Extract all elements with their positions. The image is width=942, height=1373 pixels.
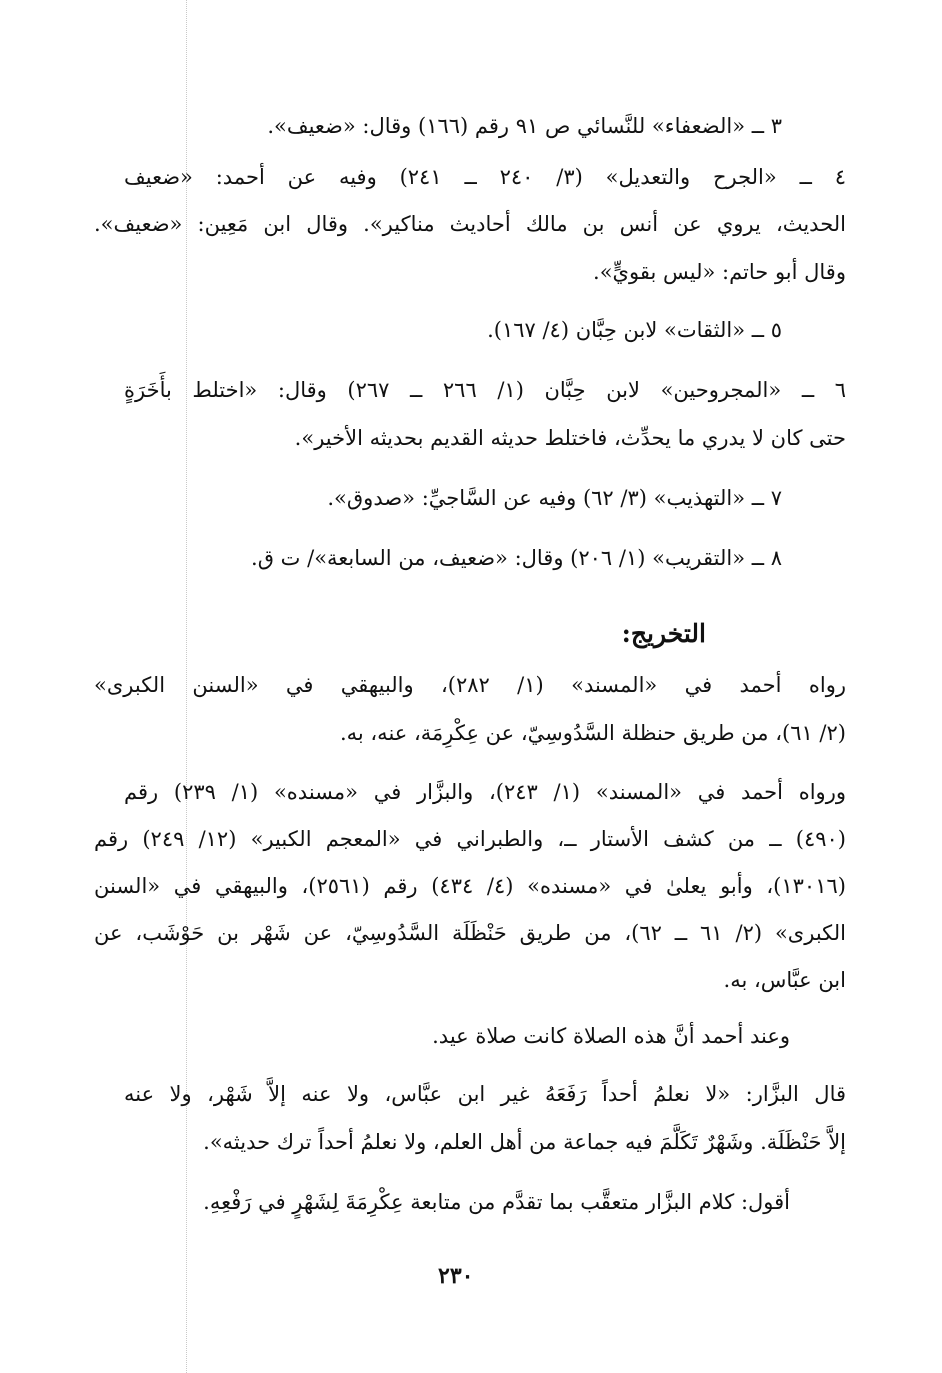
takhrij-line: (٤٩٠) ــ من كشف الأستار ــ، والطبراني في «المعجم الكبير» (١٢/ ٢٤٩) رقم bbox=[94, 827, 846, 851]
page-number: ٢٣٠ bbox=[438, 1263, 474, 1289]
source-line: ٦ ــ «المجروحين» لابن حِبَّان (١/ ٢٦٦ ــ ٢٦٧) وقال: «اختلط بأَخَرَةٍ bbox=[124, 378, 846, 402]
section-heading: التخريج: bbox=[621, 619, 706, 648]
source-line: حتى كان لا يدري ما يحدِّث، فاختلط حديثه القديم بحديثه الأخير». bbox=[294, 426, 846, 450]
takhrij-line: إلاَّ حَنْظَلَة. وشَهْرٌ تَكَلَّمَ فيه جماعة من أهل العلم، ولا نعلمُ أحداً ترك حديثه». bbox=[203, 1130, 846, 1154]
takhrij-line: (١٣٠١٦)، وأبو يعلىٰ في «مسنده» (٤/ ٤٣٤) رقم (٢٥٦١)، والبيهقي في «السنن bbox=[94, 874, 846, 898]
takhrij-line: قال البزَّار: «لا نعلمُ أحداً رَفَعَهُ غير ابن عبَّاس، ولا عنه إلاَّ شَهْر، ولا عنه bbox=[124, 1082, 846, 1106]
source-line: ٧ ــ «التهذيب» (٣/ ٦٢) وفيه عن السَّاجيِّ: «صدوق». bbox=[327, 486, 782, 510]
takhrij-line: الكبرى» (٢/ ٦١ ــ ٦٢)، من طريق حَنْظَلَة السَّدُوسِيّ، عن شَهْر بن حَوْشَب، عن bbox=[94, 921, 846, 945]
source-line: الحديث، يروي عن أنس بن مالك أحاديث مناكير». وقال ابن مَعِين: «ضعيف». bbox=[94, 212, 846, 236]
source-line: ٥ ــ «الثقات» لابن حِبَّان (٤/ ١٦٧). bbox=[487, 318, 782, 342]
takhrij-line: أقول: كلام البزَّار متعقَّب بما تقدَّم من متابعة عِكْرِمَةَ لِشَهْرٍ في رَفْعِهِ. bbox=[203, 1190, 790, 1214]
takhrij-line: ابن عبَّاس، به. bbox=[723, 968, 846, 992]
takhrij-line: ورواه أحمد في «المسند» (١/ ٢٤٣)، والبزَّار في «مسنده» (١/ ٢٣٩) رقم bbox=[124, 780, 846, 804]
takhrij-line: وعند أحمد أنَّ هذه الصلاة كانت صلاة عيد. bbox=[432, 1024, 790, 1048]
source-line: ٣ ــ «الضعفاء» للنَّسائي ص ٩١ رقم (١٦٦) وقال: «ضعيف». bbox=[267, 114, 782, 138]
source-line: ٤ ــ «الجرح والتعديل» (٣/ ٢٤٠ ــ ٢٤١) وفيه عن أحمد: «ضعيف bbox=[124, 165, 846, 189]
source-line: وقال أبو حاتم: «ليس بقويٍّ». bbox=[593, 260, 846, 284]
takhrij-line: رواه أحمد في «المسند» (١/ ٢٨٢)، والبيهقي في «السنن الكبرى» bbox=[94, 673, 846, 697]
takhrij-line: (٢/ ٦١)، من طريق حنظلة السَّدُوسِيّ، عن عِكْرِمَة، عنه، به. bbox=[339, 721, 846, 745]
source-line: ٨ ــ «التقريب» (١/ ٢٠٦) وقال: «ضعيف، من السابعة»/ ت ق. bbox=[251, 546, 782, 570]
